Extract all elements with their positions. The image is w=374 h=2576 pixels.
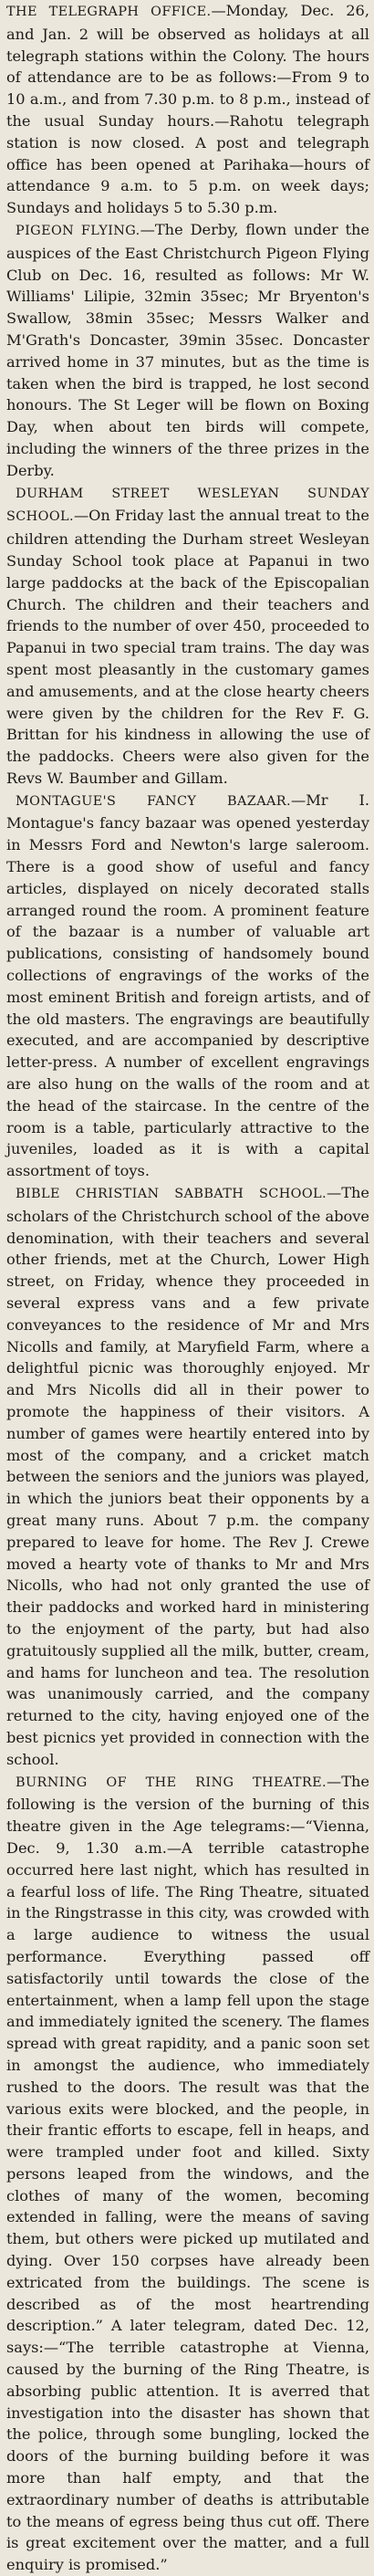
article-heading: MONTAGUE'S FANCY BAZAAR. bbox=[16, 793, 292, 809]
article-burning-of-ring-theatre bbox=[6, 1771, 369, 2576]
article-heading: PIGEON FLYING. bbox=[16, 223, 140, 238]
article-pigeon-flying bbox=[6, 219, 369, 482]
article-body: —The Derby, flown under the auspices of the East Christchurch Pigeon Flying Club on Dec. 16, resulted as follows: Mr W. Williams' Lilipie, 32min 35sec; Mr Bryenton's Swallow, 38min 35sec; Messrs Walker and M'Grath's Doncaster, 39min 35sec. Doncaster arrived home in 37 minutes, but as the time is taken when the bird is trapped, he lost second honours. The St Leger will be flown on Boxing Day, when about ten birds will compete, including the winners of the three prizes in the Derby. bbox=[6, 220, 370, 479]
article-heading: BIBLE CHRISTIAN SABBATH SCHOOL. bbox=[16, 1187, 327, 1202]
article-body: —Mr I. Montague's fancy bazaar was opened yesterday in Messrs Ford and Newton's large saleroom. There is a good show of useful and fancy articles, displayed on nicely decorated stalls arranged round the room. A prominent feature of the bazaar is a number of valuable art publications, consisting of handsomely bound collections of engravings of the works of the most eminent British and foreign artists, and of the old masters. The engravings are beautifully executed, and are accompanied by descriptive letter-press. A number of excellent engravings are also hung on the walls of the room and at the head of the staircase. In the centre of the room is a table, particularly attractive to the juveniles, loaded as it is with a capital assortment of toys. bbox=[6, 791, 369, 1180]
article-body: —Monday, Dec. 26, and Jan. 2 will be observed as holidays at all telegraph stations within the Colony. The hours of attendance are to be as follows:—From 9 to 10 a.m., and from 7.30 p.m. to 8 p.m., instead of the usual Sunday hours.—Rahotu telegraph station is now closed. A post and telegraph office has been opened at Parihaka—hours of attendance 9 a.m. to 5 p.m. on week days; Sundays and holidays 5 to 5.30 p.m. bbox=[6, 2, 369, 217]
article-body: —The scholars of the Christchurch school of the above denomination, with their teachers and several other friends, met at the Church, Lower High street, on Friday, whence they proceeded in several express vans and a few private conveyances to the residence of Mr and Mrs Nicolls and family, at Maryfield Farm, where a delightful picnic was thoroughly enjoyed. Mr and Mrs Nicolls did all in their power to promote the happiness of their visitors. A number of games were heartily entered into by most of the company, and a cricket match between the seniors and the juniors was played, in which the juniors beat their opponents by a great many runs. About 7 p.m. the company prepared to leave for home. The Rev J. Crewe moved a hearty vote of thanks to Mr and Mrs Nicolls, who had not only granted the use of their paddocks and worked hard in ministering to the enjoyment of the party, but had also gratuitously supplied all the milk, butter, cream, and hams for luncheon and tea. The resolution was unanimously carried, and the company returned to the city, having enjoyed one of the best picnics yet provided in connection with the school. bbox=[6, 1184, 369, 1768]
article-heading: THE TELEGRAPH OFFICE. bbox=[6, 5, 212, 19]
article-body: —On Friday last the annual treat to the children attending the Durham street Wesleyan Sunday School took place at Papanui in two large paddocks at the back of the Episcopalian Church. The children and their teachers and friends to the number of over 450, proceeded to Papanui in two special tram trains. The day was spent most pleasantly in the customary games and amusements, and at the close hearty cheers were given by the children for the Rev F. G. Brittan for his kindness in allowing the use of the paddocks. Cheers were also given for the Revs W. Baumber and Gillam. bbox=[6, 507, 369, 787]
article-heading: DURHAM STREET WESLEYAN SUNDAY SCHOOL. bbox=[6, 486, 369, 525]
article-bible-christian-sabbath-school bbox=[6, 1182, 369, 1771]
article-durham-street-sunday-school bbox=[6, 482, 369, 790]
article-montagues-fancy-bazaar bbox=[6, 790, 369, 1182]
article-telegraph-office bbox=[6, 0, 369, 219]
article-heading: BURNING OF THE RING THEATRE. bbox=[16, 1775, 327, 1790]
article-body: —The following is the version of the burning of this theatre given in the Age telegrams:—“Vienna, Dec. 9, 1.30 a.m.—A terrible catastrophe occurred here last night, which has resulted in a fearful loss of life. The Ring Theatre, situated in the Ringstrasse in this city, was crowded with a large audience to witness the usual performance. Everything passed off satisfactorily until towards the close of the entertainment, when a lamp fell upon the stage and immediately ignited the scenery. The flames spread with great rapidity, and a panic soon set in amongst the audience, who immediately rushed to the doors. The result was that the various exits were blocked, and the people, in their frantic efforts to escape, fell in heaps, and were trampled under foot and killed. Sixty persons leaped from the windows, and the clothes of many of the women, becoming extended in falling, were the means of saving them, but others were picked up mutilated and dying. Over 150 corpses have already been extricated from the buildings. The scene is described as of the most heartrending description.” A later telegram, dated Dec. 12, says:—“The terrible catastrophe at Vienna, caused by the burning of the Ring Theatre, is absorbing public attention. It is averred that investigation into the disaster has shown that the police, through some bungling, locked the doors of the burning building before it was more than half empty, and that the extraordinary number of deaths is attributable to the means of egress being thus cut off. There is great excitement over the matter, and a full enquiry is promised.” bbox=[6, 1772, 369, 2574]
